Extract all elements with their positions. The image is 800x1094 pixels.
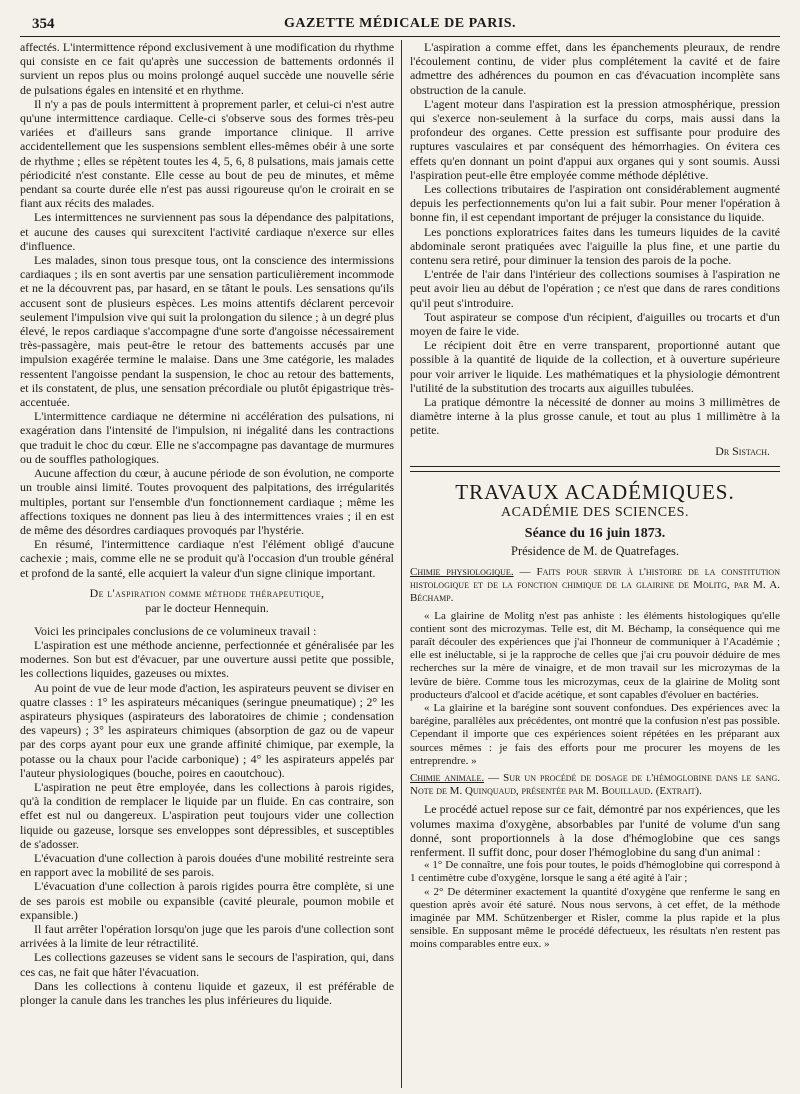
article-title-line: De l'aspiration comme méthode thérapeutique, xyxy=(89,585,325,600)
paragraph: L'aspiration est une méthode ancienne, perfectionnée et généralisée par les modernes. Son but est d'évacuer, par une ouverture aussi petite que possible, les collections liquides, gazeuses ou mixtes. xyxy=(20,637,394,681)
page-number: 354 xyxy=(32,16,55,32)
paragraph: affectés. L'intermittence répond exclusivement à une modification du rhythme qui consiste en ce fait qu'après une succession de battements ordonnés il survient un repos plus ou moins prolongé auquel succède une nouvelle série de pulsations égales en intensité et en rhythme. xyxy=(20,40,394,97)
paragraph: Le procédé actuel repose sur ce fait, démontré par nos expériences, que les volumes maxima d'oxygène, absorbables par l'unité de volume d'un sang donné, sont proportionnels à la dose d'hémoglobine que ces sangs renferment. Il suffit donc, pour doser l'hémoglobine du sang d'un animal : xyxy=(410,802,780,859)
paragraph: L'aspiration ne peut être employée, dans les collections à parois rigides, qu'à la condition de remplacer le liquide par un fluide. En cas contraire, son effet est nul ou dangereux. L'aspiration peut toujours vider une collection liquide ou gazeuse, lorsque ses enveloppes sont dépressibles, et susceptibles de s'adosser. xyxy=(20,779,394,851)
paragraph: L'agent moteur dans l'aspiration est la pression atmosphérique, pression qui s'exerce non-seulement à la surface du corps, mais aussi dans la profondeur des organes. Cette pression est suffisante pour produire des ruptures vasculaires et par conséquent des hémorrhagies. On évitera ces effets qu'en donnant un point d'appui aux organes qui y sont soumis. Aussi l'aspiration peut-elle être employée comme méthode déplétive. xyxy=(410,96,780,182)
column-divider xyxy=(401,40,402,1088)
paragraph: En résumé, l'intermittence cardiaque n'est l'élément obligé d'aucune cachexie ; mais, comme elle ne se produit qu'à l'occasion d'un trouble général et profond de la santé, elle acquiert la valeur d'un signe clinique important. xyxy=(20,537,394,580)
paragraph: Les ponctions exploratrices faites dans les tumeurs liquides de la cavité abdominale seront pratiquées avec l'aiguille la plus fine, et une partie du contenu sera retiré, pour diminuer la tension des parois de la poche. xyxy=(410,224,780,268)
paragraph: « 2° De déterminer exactement la quantité d'oxygène que renferme le sang en question après avoir été saturé. Nous nous servons, à cet effet, de la méthode imaginée par MM. Schützenberger et Risler, comme la plus rapide et la plus sensible. En supposant même le procédé défectueux, les résultats n'en restent pas moins comparables entre eux. » xyxy=(410,885,780,951)
paragraph: Les intermittences ne surviennent pas sous la dépendance des palpitations, et aucune des causes qui surexcitent l'activité cardiaque n'exerce sur elles d'influence. xyxy=(20,210,394,253)
section-subtitle: ACADÉMIE DES SCIENCES. xyxy=(501,504,689,520)
paragraph: L'évacuation d'une collection à parois rigides pourra être complète, si une de ses parois est mobile ou expansible (cavité pleurale, poumon mobile et expansible.) xyxy=(20,879,394,922)
paragraph: L'aspiration a comme effet, dans les épanchements pleuraux, de rendre l'écoulement continu, de vider plus complétement la cavité et de faire admettre des adhérences du poumon en cas d'évacuation incomplète sans obstruction de la canule. xyxy=(410,40,780,97)
paragraph: L'entrée de l'air dans l'intérieur des collections soumises à l'aspiration ne peut avoir lieu au début de l'opération ; ce n'est que dans de rares conditions qu'il peut s'introduire. xyxy=(410,267,780,310)
paragraph: Voici les principales conclusions de ce volumineux travail : xyxy=(34,623,317,638)
paragraph: Dans les collections à contenu liquide et gazeux, il est préférable de plonger la canule dans les tranches les plus inférieures du liquide. xyxy=(20,978,394,1007)
section-divider xyxy=(410,466,780,472)
paragraph: L'évacuation d'une collection à parois douées d'une mobilité restreinte sera en rapport avec la mobilité de ses parois. xyxy=(20,850,394,880)
session-date: Séance du 16 juin 1873. xyxy=(524,525,666,541)
paragraph: Il n'y a pas de pouls intermittent à proprement parler, et celui-ci n'est autre qu'une intermittence cardiaque. Celle-ci s'observe sous des formes très-peu variées et d'ailleurs sans grande importance clinique. Il arrive accidentellement que les suspensions semblent elles-mêmes obéir à une sorte de rhythme ; elles se répètent toutes les 4, 5, 6, 8 pulsations, mais jamais cette périodicité n'est constante. Elle cesse au bout de peu de minutes, et même pendant sa courte durée elle n'est pas aussi rigoureuse qu'on le croirait en se fiant aux récits des malades. xyxy=(20,96,394,211)
author-signature: Dr Sistach. xyxy=(715,443,770,458)
paragraph: La pratique démontre la nécessité de donner au moins 3 millimètres de diamètre interne à la plus grosse canule, et tout au plus 1 millimètre à la petite. xyxy=(410,395,780,438)
journal-title: GAZETTE MÉDICALE DE PARIS. xyxy=(283,16,517,31)
rubric-heading: Chimie physiologique. — Faits pour servir à l'histoire de la constitution histologique et de la fonction chimique de la glairine de Molitg, par M. A. Béchamp. xyxy=(410,565,780,605)
article-author-line: par le docteur Hennequin. xyxy=(145,600,269,615)
paragraph: Les collections gazeuses se vident sans le secours de l'aspiration, qui, dans ces cas, ne fait que hâter l'évacuation. xyxy=(20,950,394,979)
paragraph: Aucune affection du cœur, à aucune période de son évolution, ne comporte un trouble ainsi limité. Toutes provoquent des palpitations, des irrégularités multiples, portant sur l'ensemble d'un fonctionnement cardiaque ; même les affections toxiques ne donnent pas lieu à des intermittences vraies ; il en est de même des désordres cardiaques provoqués par l'hystérie. xyxy=(20,466,394,537)
paragraph: « La glairine et la barégine sont souvent confondues. Des expériences avec la barégine, parallèles aux précédentes, ont montré que la confusion n'est pas possible. Cependant il importe que ces expériences soient répétées en les préparant aux sources mêmes : je fais des efforts pour me procurer les moyens de les entreprendre. » xyxy=(410,701,780,767)
right-column xyxy=(410,40,780,1088)
section-title: TRAVAUX ACADÉMIQUES. xyxy=(455,479,735,504)
paragraph: L'intermittence cardiaque ne détermine ni accélération des pulsations, ni exagération dans l'intensité de l'impulsion, ni inégalité dans les contractions que traduit le choc du cœur. Elle ne s'accompagne pas davantage de murmures ou de souffles pathologiques. xyxy=(20,409,394,466)
page-header xyxy=(20,10,780,37)
presidency-line: Présidence de M. de Quatrefages. xyxy=(511,543,679,558)
paragraph: Au point de vue de leur mode d'action, les aspirateurs peuvent se diviser en quatre classes : 1° les aspirateurs mécaniques (seringue pneumatique) ; 2° les aspirateurs physiques (aspirateurs des laboratoires de chimie ; condensation des vapeurs) ; 3° les aspirateurs chimiques (absorption de gaz ou de vapeur par des corps ayant pour eux une grande affinité chimique, par exemple, la potasse ou la chaux pour l'acide carbonique) ; 4° les aspirateurs appelés par l'auteur physiologiques (bouche, poires en caoutchouc). xyxy=(20,680,394,780)
rubric-heading: Chimie animale. — Sur un procédé de dosage de l'hémoglobine dans le sang. Note de M. Quinquaud, présentée par M. Bouillaud. (Extrait). xyxy=(410,771,780,798)
paragraph: Tout aspirateur se compose d'un récipient, d'aiguilles ou trocarts et d'un moyen de faire le vide. xyxy=(410,309,780,339)
paragraph: « 1° De connaître, une fois pour toutes, le poids d'hémoglobine qui correspond à 1 centimètre cube d'oxygène, lorsque le sang a été agité à l'air ; xyxy=(410,859,780,885)
article-columns xyxy=(20,40,780,1088)
paragraph: Les collections tributaires de l'aspiration ont considérablement augmenté depuis les perfectionnements qu'on lui a fait subir. Pour mener l'opération à bonne fin, il est cependant important de préjuger la consistance du liquide. xyxy=(410,182,780,225)
paragraph: « La glairine de Molitg n'est pas anhiste : les éléments histologiques qu'elle contient sont des microzymas. Telle est, dit M. Béchamp, la conséquence qui me paraît découler des expériences que j'ai l'honneur de communiquer à l'Académie ; elle est inéluctable, si je la rapproche de celles que j'ai cru pouvoir déduire de mes recherches sur la mère de vinaigre, et de mon travail sur les microzymas de la levûre de bière. Comme tous les microzymas, ceux de la glairine de Molitg sont producteurs d'alcool et d'acide acétique, et sont capables d'évoluer en bactéries. xyxy=(410,609,780,701)
left-column xyxy=(20,40,394,1088)
paragraph: Il faut arrêter l'opération lorsqu'on juge que les parois d'une collection sont arrivées à la limite de leur rétractilité. xyxy=(20,921,394,951)
paragraph: Le récipient doit être en verre transparent, proportionné autant que possible à la quantité de liquide de la collection, et à ouverture supérieure pour voir arriver le liquide. Les mathématiques et la physiologie démontrent l'utilité de la substitution des trocarts aux aiguilles tubulées. xyxy=(410,338,780,395)
paragraph: Les malades, sinon tous presque tous, ont la conscience des intermissions cardiaques ; ils en sont avertis par une sensation particulièrement incommode et ne la découvrent pas, par hasard, en se tâtant le pouls. Les sensations qu'ils accusent sont de plusieurs espèces. Les moins attentifs déclarent percevoir seulement l'impulsion vive qui suit la prolongation du silence ; à un degré plus élevé, le repos cardiaque s'accompagne d'une sorte d'angoisse nécessairement très-passagère, mais peut-être le retour des battements accusés par une impulsion exagérée termine le malaise. Dans une 3me catégorie, les malades ressentent l'angoisse pendant la suspension, le choc au retour des battements, et ils constatent, de plus, une sensation précordiale ou plutôt épigastrique très-accentuée. xyxy=(20,253,394,410)
article-title xyxy=(20,586,394,616)
